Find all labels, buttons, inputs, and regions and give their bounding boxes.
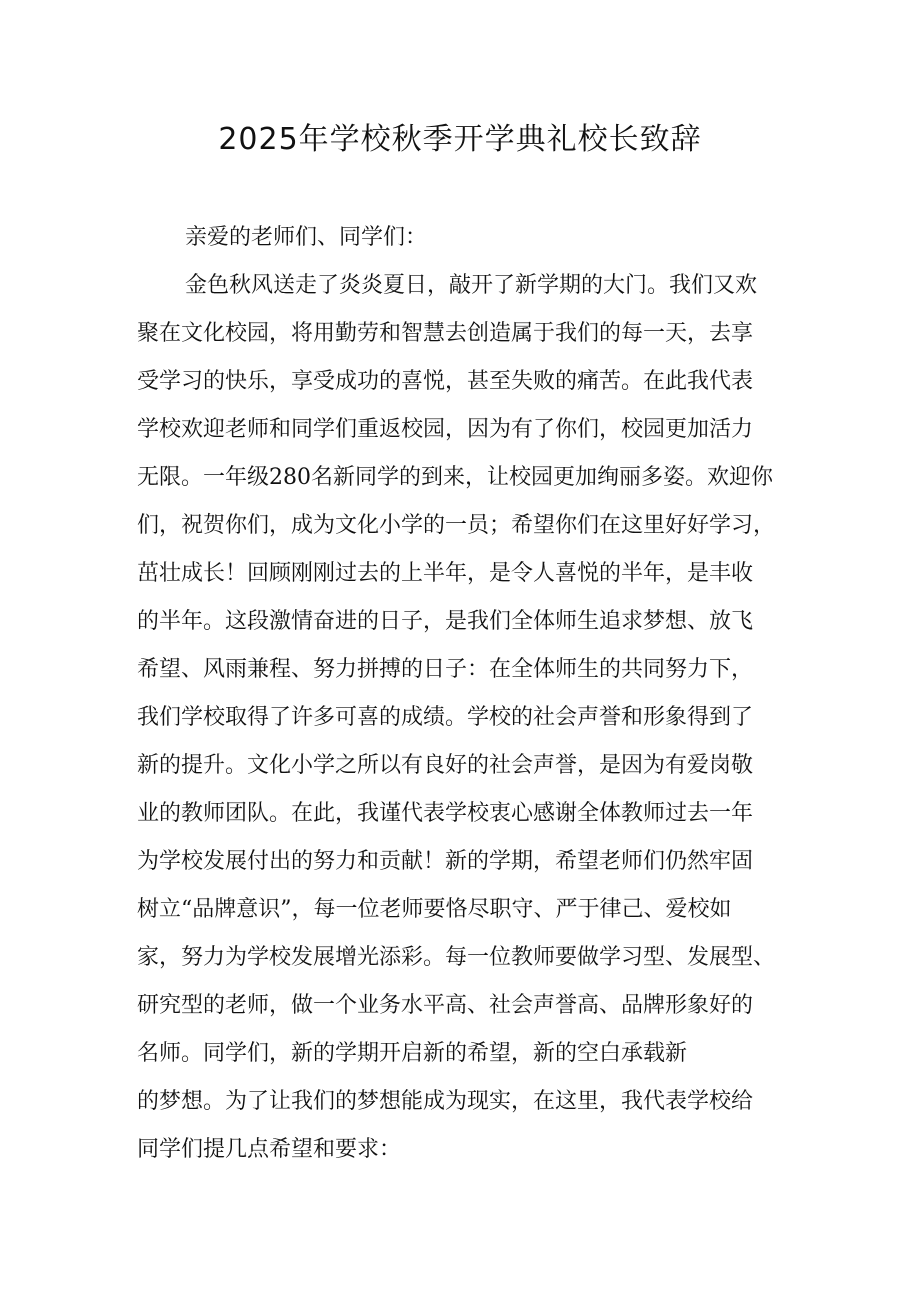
paragraph-line: 为学校发展付出的努力和贡献！新的学期，希望老师们仍然牢固 — [137, 849, 754, 874]
document-title: 2025年学校秋季开学典礼校长致辞 — [218, 122, 702, 157]
paragraph-line: 家，努力为学校发展增光添彩。每一位教师要做学习型、发展型、 — [137, 945, 776, 970]
paragraph-line: 研究型的老师，做一个业务水平高、社会声誉高、品牌形象好的 — [137, 993, 754, 1018]
salutation-line: 亲爱的老师们、同学们： — [185, 225, 428, 250]
paragraph-line: 受学习的快乐，享受成功的喜悦，甚至失败的痛苦。在此我代表 — [137, 369, 754, 394]
paragraph-line: 聚在文化校园，将用勤劳和智慧去创造属于我们的每一天，去享 — [137, 321, 754, 346]
paragraph-line: 金色秋风送走了炎炎夏日，敲开了新学期的大门。我们又欢 — [185, 273, 758, 298]
paragraph-line: 名师。同学们，新的学期开启新的希望，新的空白承载新 — [137, 1041, 688, 1066]
paragraph-line: 的梦想。为了让我们的梦想能成为现实，在这里，我代表学校给 — [137, 1089, 754, 1114]
paragraph-line: 无限。一年级280名新同学的到来，让校园更加绚丽多姿。欢迎你 — [137, 465, 773, 490]
paragraph-line: 我们学校取得了许多可喜的成绩。学校的社会声誉和形象得到了 — [137, 705, 754, 730]
paragraph-line: 同学们提几点希望和要求： — [137, 1137, 402, 1162]
paragraph-line: 们，祝贺你们，成为文化小学的一员；希望你们在这里好好学习， — [137, 513, 776, 538]
paragraph-line: 茁壮成长！回顾刚刚过去的上半年，是令人喜悦的半年，是丰收 — [137, 561, 754, 586]
paragraph-line — [137, 1174, 807, 1222]
paragraph-line: 树立“品牌意识”，每一位老师要恪尽职守、严于律己、爱校如 — [137, 897, 732, 922]
speech-body — [137, 214, 807, 1222]
paragraph-line: 新的提升。文化小学之所以有良好的社会声誉，是因为有爱岗敬 — [137, 753, 754, 778]
paragraph-line: 业的教师团队。在此，我谨代表学校衷心感谢全体教师过去一年 — [137, 801, 754, 826]
paragraph-line: 的半年。这段激情奋进的日子，是我们全体师生追求梦想、放飞 — [137, 609, 754, 634]
paragraph-line: 学校欢迎老师和同学们重返校园，因为有了你们，校园更加活力 — [137, 417, 754, 442]
paragraph-line: 希望、风雨兼程、努力拼搏的日子：在全体师生的共同努力下， — [137, 657, 754, 682]
